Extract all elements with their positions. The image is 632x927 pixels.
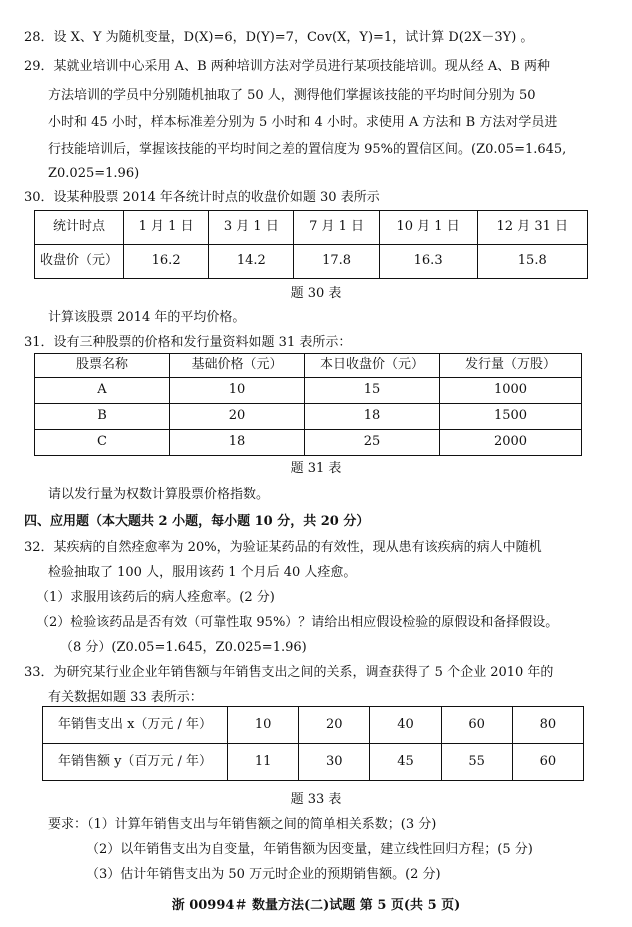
table-cell: 30	[299, 744, 370, 781]
table-33-caption: 题 33 表	[290, 792, 342, 807]
table-cell: 发行量（万股）	[440, 354, 582, 378]
question-29-line-2: 方法培训的学员中分别随机抽取了 50 人，测得他们掌握该技能的平均时间分别为 50	[48, 88, 536, 103]
table-cell: 60	[441, 707, 512, 744]
table-row	[43, 744, 584, 781]
table-cell: 16.3	[379, 245, 477, 279]
table-cell: 股票名称	[35, 354, 170, 378]
question-28: 28．设 X、Y 为随机变量，D(X)=6，D(Y)=7，Cov(X，Y)=1，试计算 D(2X－3Y) 。	[24, 30, 534, 45]
table-row	[35, 354, 582, 378]
table-row	[35, 430, 582, 456]
table-cell: 10 月 1 日	[379, 211, 477, 245]
section-4-heading: 四、应用题（本大题共 2 小题，每小题 10 分，共 20 分）	[24, 514, 370, 529]
question-32-part-2-note: （8 分）(Z0.05=1.645，Z0.025=1.96)	[60, 640, 307, 655]
table-cell: 统计时点	[35, 211, 124, 245]
question-30-task: 计算该股票 2014 年的平均价格。	[48, 310, 246, 325]
table-cell: A	[35, 378, 170, 404]
question-31-intro: 31．设有三种股票的价格和发行量资料如题 31 表所示：	[24, 335, 352, 350]
table-row	[35, 245, 588, 279]
table-cell: 20	[170, 404, 305, 430]
table-cell: 45	[370, 744, 441, 781]
table-cell: 收盘价（元）	[35, 245, 124, 279]
table-cell: 15	[305, 378, 440, 404]
table-cell: 18	[305, 404, 440, 430]
table-cell: 3 月 1 日	[209, 211, 294, 245]
question-29-line-3: 小时和 45 小时，样本标准差分别为 5 小时和 4 小时。求使用 A 方法和 B 方法对学员进	[48, 115, 558, 130]
question-33-req-1: 要求：（1）计算年销售支出与年销售额之间的简单相关系数；(3 分)	[48, 817, 437, 832]
table-cell: 17.8	[294, 245, 379, 279]
table-cell: 14.2	[209, 245, 294, 279]
table-cell: C	[35, 430, 170, 456]
question-32-part-2: （2）检验该药品是否有效（可靠性取 95%）？请给出相应假设检验的原假设和备择假设。	[36, 615, 559, 630]
table-cell: 25	[305, 430, 440, 456]
table-cell: 1500	[440, 404, 582, 430]
table-cell: 基础价格（元）	[170, 354, 305, 378]
table-cell: 20	[299, 707, 370, 744]
table-cell: 10	[228, 707, 299, 744]
table-cell: 80	[512, 707, 583, 744]
table-cell: 7 月 1 日	[294, 211, 379, 245]
question-30-intro: 30．设某种股票 2014 年各统计时点的收盘价如题 30 表所示	[24, 190, 380, 205]
table-cell: 1 月 1 日	[124, 211, 209, 245]
question-31-task: 请以发行量为权数计算股票价格指数。	[48, 487, 270, 502]
table-31	[34, 353, 582, 456]
question-33-line-2: 有关数据如题 33 表所示：	[48, 690, 203, 705]
page-footer: 浙 00994＃ 数量方法(二)试题 第 5 页(共 5 页)	[171, 898, 461, 913]
table-cell: 15.8	[477, 245, 587, 279]
table-cell: 60	[512, 744, 583, 781]
table-cell: 1000	[440, 378, 582, 404]
table-31-caption: 题 31 表	[290, 461, 342, 476]
table-cell: 年销售额 y（百万元 / 年）	[43, 744, 228, 781]
question-32-line-1: 32．某疾病的自然痊愈率为 20%，为验证某药品的有效性，现从患有该疾病的病人中随机	[24, 540, 542, 555]
table-row	[35, 378, 582, 404]
table-cell: 16.2	[124, 245, 209, 279]
table-row	[35, 404, 582, 430]
question-29-line-1: 29．某就业培训中心采用 A、B 两种培训方法对学员进行某项技能培训。现从经 A、B 两种	[24, 59, 550, 74]
table-row	[35, 211, 588, 245]
table-cell: 12 月 31 日	[477, 211, 587, 245]
question-33-req-3: （3）估计年销售支出为 50 万元时企业的预期销售额。(2 分)	[86, 867, 441, 882]
table-33	[42, 706, 584, 781]
table-row	[43, 707, 584, 744]
table-30-caption: 题 30 表	[290, 286, 342, 301]
table-cell: 2000	[440, 430, 582, 456]
table-cell: B	[35, 404, 170, 430]
table-cell: 年销售支出 x（万元 / 年）	[43, 707, 228, 744]
question-33-req-2: （2）以年销售支出为自变量，年销售额为因变量，建立线性回归方程；(5 分)	[86, 842, 533, 857]
table-30	[34, 210, 588, 279]
table-cell: 10	[170, 378, 305, 404]
table-cell: 40	[370, 707, 441, 744]
question-32-line-2: 检验抽取了 100 人，服用该药 1 个月后 40 人痊愈。	[48, 565, 357, 580]
table-cell: 本日收盘价（元）	[305, 354, 440, 378]
question-33-line-1: 33．为研究某行业企业年销售额与年销售支出之间的关系，调查获得了 5 个企业 2010 年的	[24, 665, 554, 680]
table-cell: 18	[170, 430, 305, 456]
table-cell: 11	[228, 744, 299, 781]
question-29-line-5: Z0.025=1.96)	[48, 166, 140, 181]
table-cell: 55	[441, 744, 512, 781]
question-32-part-1: （1）求服用该药后的病人痊愈率。(2 分)	[36, 590, 275, 605]
question-29-line-4: 行技能培训后，掌握该技能的平均时间之差的置信度为 95%的置信区间。(Z0.05=1.645,	[48, 142, 567, 157]
